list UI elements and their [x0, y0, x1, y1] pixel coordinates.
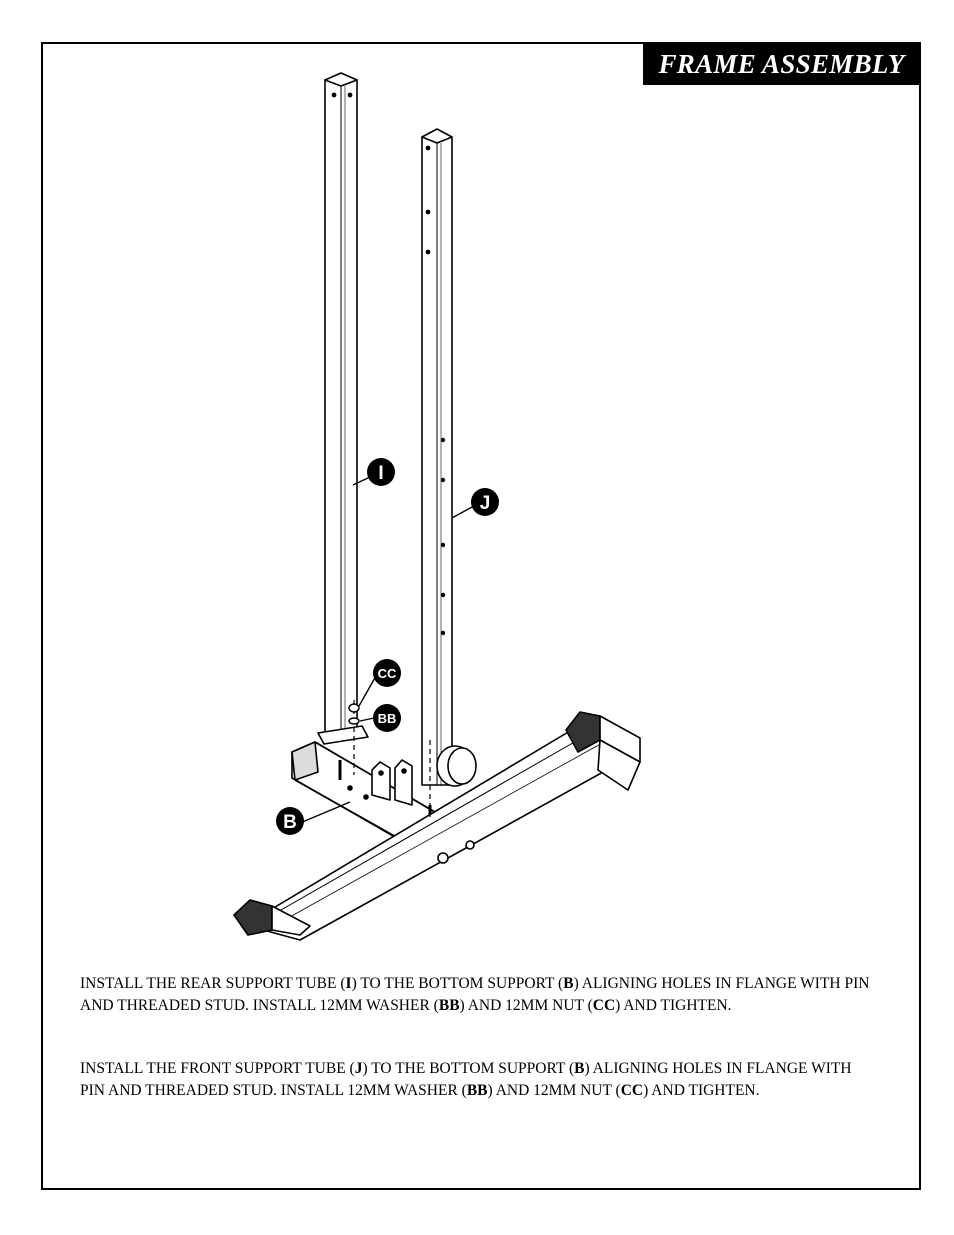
callout-bb [373, 704, 401, 732]
front-support-tube [422, 129, 476, 786]
svg-text:B: B [283, 812, 297, 833]
callout-i [367, 458, 395, 486]
callout-j [471, 488, 499, 516]
svg-text:I: I [378, 463, 384, 484]
instruction-front-tube: INSTALL THE FRONT SUPPORT TUBE (J) TO THE BOTTOM SUPPORT (B) ALIGNING HOLES IN FLANGE WITH PIN AND THREADED STUD. INSTALL 12MM WASHER (BB) AND 12MM NUT (CC) AND TIGHTEN. [80, 1060, 852, 1099]
svg-text:BB: BB [377, 711, 397, 726]
svg-text:CC: CC [377, 666, 397, 681]
callout-cc [373, 659, 401, 687]
rear-support-tube [318, 73, 368, 744]
instruction-rear-tube: INSTALL THE REAR SUPPORT TUBE (I) TO THE BOTTOM SUPPORT (B) ALIGNING HOLES IN FLANGE WITH PIN AND THREADED STUD. INSTALL 12MM WASHER (BB) AND 12MM NUT (CC) AND TIGHTEN. [80, 975, 870, 1014]
page-title: FRAME ASSEMBLY [658, 48, 905, 79]
nut-cc-part [349, 704, 359, 712]
washer-bb-part [349, 718, 359, 724]
svg-text:J: J [479, 493, 491, 514]
callout-b [276, 807, 304, 835]
